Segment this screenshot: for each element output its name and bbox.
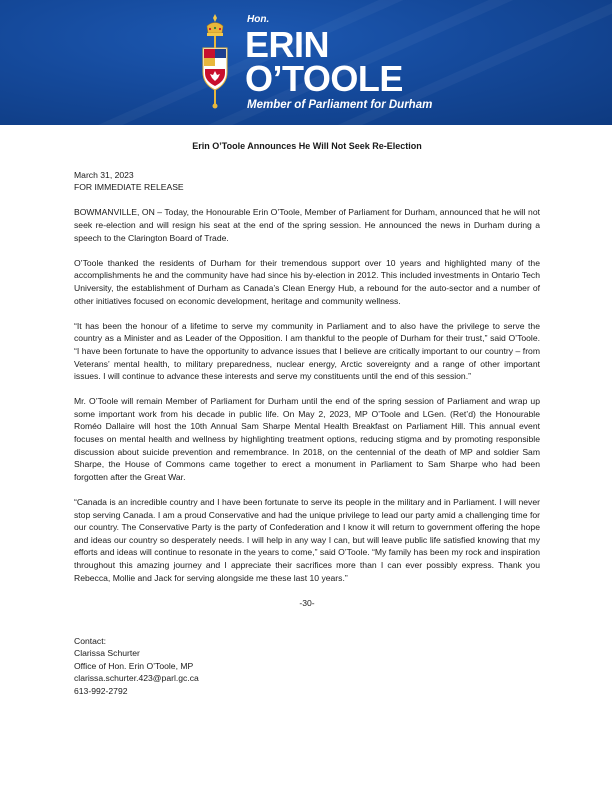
release-date: March 31, 2023 <box>74 169 134 180</box>
paragraph-5: “Canada is an incredible country and I have been fortunate to serve its people in the military and in Parliament. I will never stop serving Canada. I am a proud Conservative and had the unique privilege to lead our party amid a challenging time for our country. The Conservative Party is the party of Confederation and I know it will return to government offering the hope and ideas our country so desperately needs. I will help in any way I can, but will leave public life satisfied knowing that my efforts and ideas will continue to resonate in the years to come,” said O’Toole. “My family has been my rock and inspiration throughout this amazing journey and I appreciate their sacrifices more than I can ever possibly express. Thank you Rebecca, Mollie and Jack for serving alongside me these last 10 years.” <box>74 497 540 583</box>
press-release-body <box>74 140 540 698</box>
name-last: O’TOOLE <box>245 58 403 99</box>
contact-name: Clarissa Schurter <box>74 648 140 659</box>
release-title: Erin O’Toole Announces He Will Not Seek Re-Election <box>192 141 422 151</box>
contact-office: Office of Hon. Erin O’Toole, MP <box>74 660 194 671</box>
end-mark: -30- <box>299 597 315 608</box>
paragraph-4: Mr. O’Toole will remain Member of Parliament for Durham until the end of the spring session of Parliament and wrap up some important work from his decade in public life. On May 2, 2023, MP O’Toole and LGen. (Ret’d) the Honourable Roméo Dallaire will host the 10th Annual Sam Sharpe Mental Health Breakfast on Parliament Hill. This annual event focuses on mental health and wellness by highlighting treatment options, reducing stigma and by promoting responsible discussion about suicide prevention and remembrance. In 2018, on the centennial of the death of MP and soldier Sam Sharpe, the House of Commons came together to erect a monument in Parliament to Sam Sharpe who had been forgotten after the Great War. <box>74 396 540 482</box>
contact-email: clarissa.schurter.423@parl.gc.ca <box>74 673 199 684</box>
house-of-commons-crest-icon <box>196 14 234 110</box>
paragraph-2: O’Toole thanked the residents of Durham for their tremendous support over 10 years and highlighted many of the accomplishments he and the community have had since his by-election in 2012. This included investments in Ontario Tech University, the establishment of Durham as Canada’s Clean Energy Hub, a rebound for the auto-sector and a number of other initiatives focused on economic development, heritage and community wellness. <box>74 257 540 306</box>
letterhead-banner <box>0 0 612 125</box>
contact-label: Contact: <box>74 635 107 646</box>
honorific: Hon. <box>247 14 270 25</box>
contact-phone: 613-992-2792 <box>74 685 128 696</box>
release-type: FOR IMMEDIATE RELEASE <box>74 182 184 193</box>
paragraph-1: BOWMANVILLE, ON – Today, the Honourable Erin O’Toole, Member of Parliament for Durham, announced that he will not seek re-election and will resign his seat at the end of the spring session. He announced the news in Durham during a speech to the Clarington Board of Trade. <box>74 207 540 243</box>
name-first: ERIN <box>245 24 330 65</box>
letterhead-subtitle: Member of Parliament for Durham <box>247 99 433 111</box>
paragraph-3: “It has been the honour of a lifetime to serve my community in Parliament and to also have the privilege to serve the country as a Minister and as Leader of the Opposition. I am thankful to the people of Durham for their trust,” said O’Toole. “I have been fortunate to have the opportunity to advance issues that I believe are critically important to our country – from Veterans’ mental health, to military preparedness, nuclear energy, Arctic sovereignty and a range of other important issues. I will continue to advance these interests and serve my constituents until the end of this session.” <box>74 320 540 382</box>
